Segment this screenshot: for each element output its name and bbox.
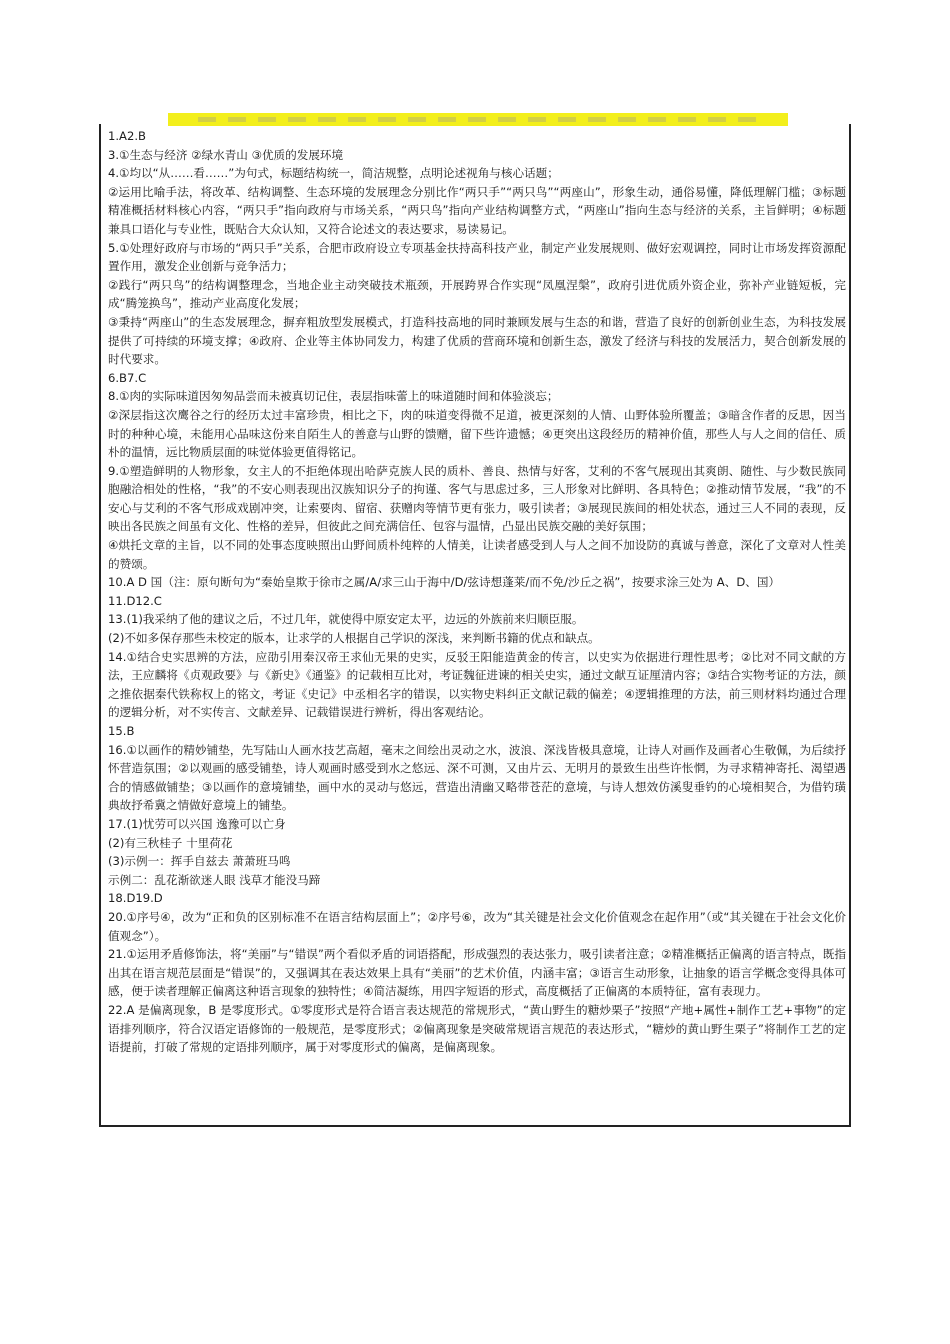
answer-line: 10.A D 国（注：原句断句为“秦始皇欺于徐市之属/A/求三山于海中/D/弦诗想蓬莱/而不免/沙丘之祸”，按要求涂三处为 A、D、国） [108,575,781,590]
answer-line: 17.(1)忧劳可以兴国 逸豫可以亡身 [108,816,286,831]
answer-key-content [108,127,846,1057]
answer-line: (3)示例一：挥手自兹去 萧萧班马鸣 [108,854,291,869]
answer-line: ②深层指这次鹰谷之行的经历太过丰富珍贵，相比之下，肉的味道变得微不足道，被更深刻的人情、山野体验所覆盖；③暗含作者的反思，因当时的种种心境，未能用心品味这份来自陌生人的善意与山野的馈赠，留下些许遗憾；④更突出这段经历的精神价值，那些人与人之间的信任、质朴的温情，远比物质层面的味觉体验更值得铭记。 [108,407,846,460]
answer-line: (2)不如多保存那些未校定的版本，让求学的人根据自己学识的深浅，来判断书籍的优点和缺点。 [108,631,600,646]
answer-line: 1.A2.B [108,129,147,143]
answer-line: 6.B7.C [108,370,147,385]
blurred-header-text [198,117,758,122]
answer-line: 21.①运用矛盾修饰法，将“美丽”与“错误”两个看似矛盾的词语搭配，形成强烈的表达张力，吸引读者注意；②精准概括正偏离的语言特点，既指出其在语言规范层面是“错误”的，又强调其在表达效果上具有“美丽”的艺术价值，内涵丰富；③语言生动形象，让抽象的语言学概念变得具体可感，便于读者理解正偏离这种语言现象的独特性；④简洁凝练，用四字短语的形式，高度概括了正偏离的本质特征，富有表现力。 [108,947,846,999]
answer-line: 8.①肉的实际味道因匆匆品尝而未被真切记住，表层指味蕾上的味道随时间和体验淡忘； [108,389,559,404]
answer-line: ④烘托文章的主旨，以不同的处事态度映照出山野间质朴纯粹的人情美，让读者感受到人与人之间不加设防的真诚与善意，深化了文章对人性美的赞颂。 [108,538,846,571]
answer-line: 18.D19.D [108,891,163,906]
answer-line: 16.①以画作的精妙铺垫，先写陆山人画水技艺高超，毫末之间绘出灵动之水，波浪、深浅皆极具意境，让诗人对画作及画者心生敬佩，为后续抒怀营造氛围；②以观画的感受铺垫，诗人观画时感受到水之悠远、深不可测，又由片云、无明月的景致生出些许怅惘，为寻求精神寄托、渴望遇合的情感做铺垫；③以画作的意境铺垫，画中水的灵动与悠远，营造出清幽又略带苍茫的意境，与诗人想效仿溪叟垂钓的心境相契合，为借钓璜典故抒希冀之情做好意境上的铺垫。 [108,742,846,813]
answer-line: ③秉持“两座山”的生态发展理念，摒弃粗放型发展模式，打造科技高地的同时兼顾发展与生态的和谐，营造了良好的创新创业生态，为科技发展提供了可持续的环境支撑；④政府、企业等主体协同发力，构建了优质的营商环境和创新生态，激发了经济与科技的发展活力，契合创新发展的时代要求。 [108,314,846,367]
answer-line: ②践行“两只鸟”的结构调整理念，当地企业主动突破技术瓶颈，开展跨界合作实现“凤凰涅槃”，政府引进优质外资企业，弥补产业链短板，完成“腾笼换鸟”，推动产业高度化发展； [108,277,846,311]
answer-line: 示例二：乱花渐欲迷人眼 浅草才能没马蹄 [108,872,321,887]
answer-line: 3.①生态与经济 ②绿水青山 ③优质的发展环境 [108,147,344,162]
answer-line: ②运用比喻手法，将改革、结构调整、生态环境的发展理念分别比作“两只手”“两只鸟”“两座山”，形象生动，通俗易懂，降低理解门槛；③标题精准概括材料核心内容，“两只手”指向政府与市场关系，“两只鸟”指向产业结构调整方式，“两座山”指向生态与经济的关系，主旨鲜明；④标题兼具口语化与专业性，既贴合大众认知，又符合论述文的表达要求，易读易记。 [108,184,846,236]
answer-line: 4.①均以“从……看……”为句式，标题结构统一，简洁规整，点明论述视角与核心话题； [108,166,559,181]
answer-line: 11.D12.C [108,593,162,608]
answer-line: 15.B [108,724,135,738]
answer-line: 9.①塑造鲜明的人物形象，女主人的不拒绝体现出哈萨克族人民的质朴、善良、热情与好客，艾利的不客气展现出其爽朗、随性、与少数民族同胞融洽相处的性格，“我”的不安心则表现出汉族知识分子的拘谨、客气与思虑过多，三人形象对比鲜明、各具特色；②推动情节发展，“我”的不安心与艾利的不客气形成戏剧冲突，让索要肉、留宿、获赠肉等情节更有张力，吸引读者；③展现民族间的相处状态，通过三人不同的表现，反映出各民族之间虽有文化、性格的差异，但彼此之间充满信任、包容与温情，凸显出民族交融的美好氛围； [108,463,846,534]
answer-line: 22.A 是偏离现象，B 是零度形式。①零度形式是符合语言表达规范的常规形式，“黄山野生的糖炒栗子”按照“产地+属性+制作工艺+事物”的定语排列顺序，符合汉语定语修饰的一般规范，是零度形式；②偏离现象是突破常规语言规范的表达形式，“糖炒的黄山野生栗子”将制作工艺的定语提前，打破了常规的定语排列顺序，属于对零度形式的偏离，是偏离现象。 [108,1002,846,1055]
answer-line: 13.(1)我采纳了他的建议之后，不过几年，就使得中原安定太平，边远的外族前来归顺臣服。 [108,612,584,627]
answer-line: 5.①处理好政府与市场的“两只手”关系，合肥市政府设立专项基金扶持高科技产业，制定产业发展规则、做好宏观调控，同时让市场发挥资源配置作用，激发企业创新与竞争活力； [108,240,846,274]
answer-line: 20.①序号④，改为“正和负的区别标准不在语言结构层面上”；②序号⑥，改为“其关键是社会文化价值观念在起作用”（或“其关键在于社会文化价值观念”）。 [108,909,846,943]
answer-line: (2)有三秋桂子 十里荷花 [108,835,233,850]
answer-line: 14.①结合史实思辨的方法，应劭引用秦汉帝王求仙无果的史实，反驳王阳能造黄金的传言，以史实为依据进行理性思考；②比对不同文献的方法，王应麟将《贞观政要》与《新史》《通鉴》的记载相互比对，考证魏征进谏的相关史实，通过文献互证厘清内容；③结合实物考证的方法，颜之推依据秦代铁称权上的铭文，考证《史记》中丞相名字的错误，以实物史料纠正文献记载的偏差；④逻辑推理的方法，前三则材料均通过合理的逻辑分析，对不实传言、文献差异、记载错误进行辨析，得出客观结论。 [108,649,846,720]
